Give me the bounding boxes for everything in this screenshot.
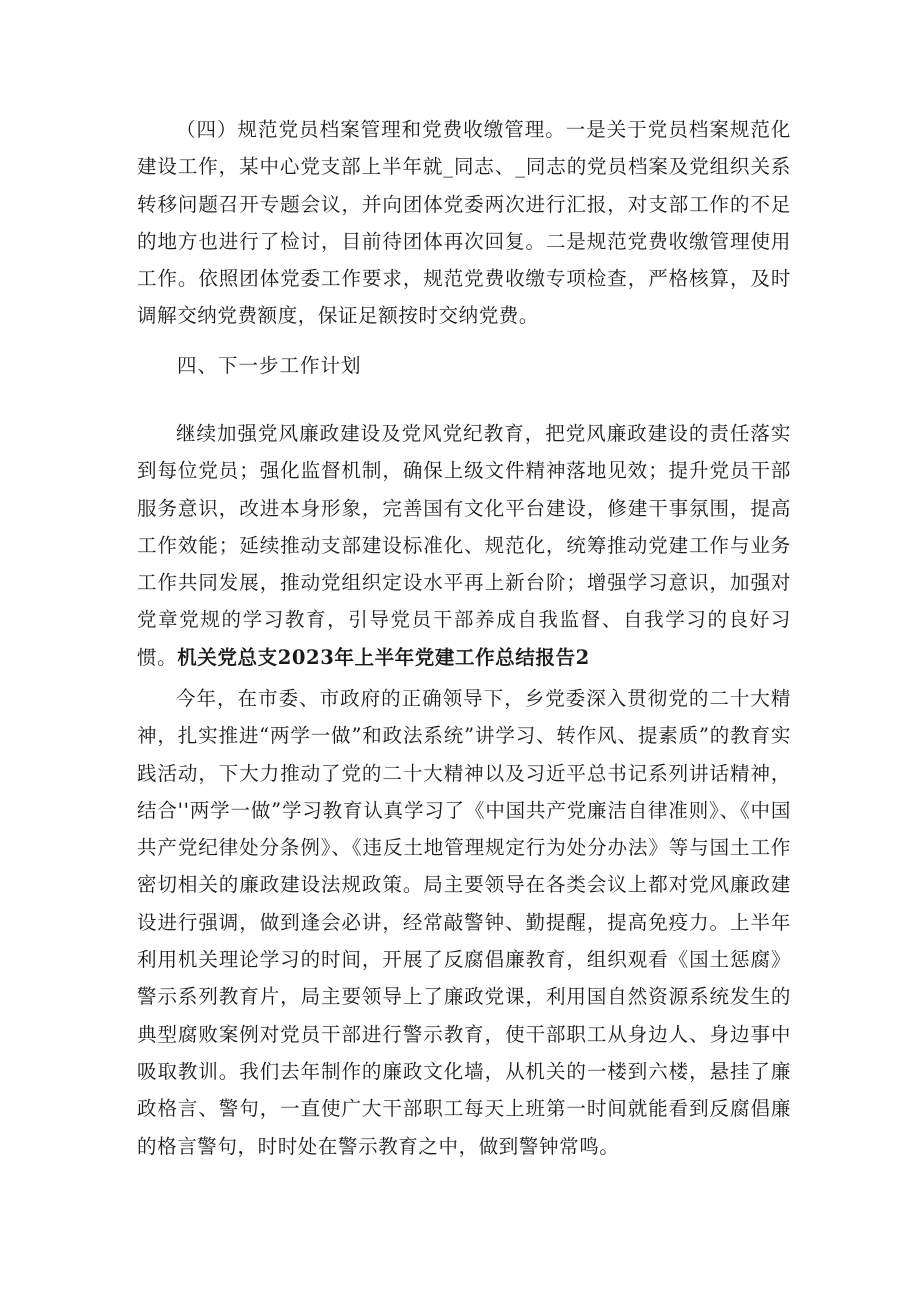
paragraph-work-plan	[137, 415, 791, 676]
work-plan-text: 继续加强党风廉政建设及党风党纪教育，把党风廉政建设的责任落实到每位党员；强化监督机制，确保上级文件精神落地见效；提升党员干部服务意识，改进本身形象，完善国有文化平台建设，修建干事氛围，提高工作效能；延续推动支部建设标准化、规范化，统筹推动党建工作与业务工作共同发展，推动党组织定设水平再上新台阶；增强学习意识，加强对党章党规的学习教育，引导党员干部养成自我监督、自我学习的良好习惯。	[137, 422, 791, 669]
section-heading-next-steps: 四、下一步工作计划	[177, 354, 362, 377]
paragraph-party-archives: （四）规范党员档案管理和党费收缴管理。一是关于党员档案规范化建设工作，某中心党支部上半年就_同志、_同志的党员档案及党组织关系转移问题召开专题会议，并向团体党委两次进行汇报，对支部工作的不足的地方也进行了检讨，目前待团体再次回复。二是规范党费收缴管理使用工作。依照团体党委工作要求，规范党费收缴专项检查，严格核算，及时调解交纳党费额度，保证足额按时交纳党费。	[137, 118, 791, 328]
report-title: 机关党总支2023年上半年党建工作总结报告2	[177, 645, 590, 669]
paragraph-anti-corruption: 今年，在市委、市政府的正确领导下，乡党委深入贯彻党的二十大精神，扎实推进“两学一做”和政法系统”讲学习、转作风、提素质”的教育实践活动，下大力推动了党的二十大精神以及习近平总书记系列讲话精神，结合''两学一做”学习教育认真学习了《中国共产党廉洁自律准则》、《中国共产党纪律处分条例》、《违反土地管理规定行为处分办法》等与国土工作密切相关的廉政建设法规政策。局主要领导在各类会议上都对党风廉政建设进行强调，做到逢会必讲，经常敲警钟、勤提醒，提高免疫力。上半年利用机关理论学习的时间，开展了反腐倡廉教育，组织观看《国土惩腐》警示系列教育片，局主要领导上了廉政党课，利用国自然资源系统发生的典型腐败案例对党员干部进行警示教育，使干部职工从身边人、身边事中吸取教训。我们去年制作的廉政文化墙，从机关的一楼到六楼，悬挂了廉政格言、警句，一直使广大干部职工每天上班第一时间就能看到反腐倡廉的格言警句，时时处在警示教育之中，做到警钟常鸣。	[137, 687, 791, 1158]
